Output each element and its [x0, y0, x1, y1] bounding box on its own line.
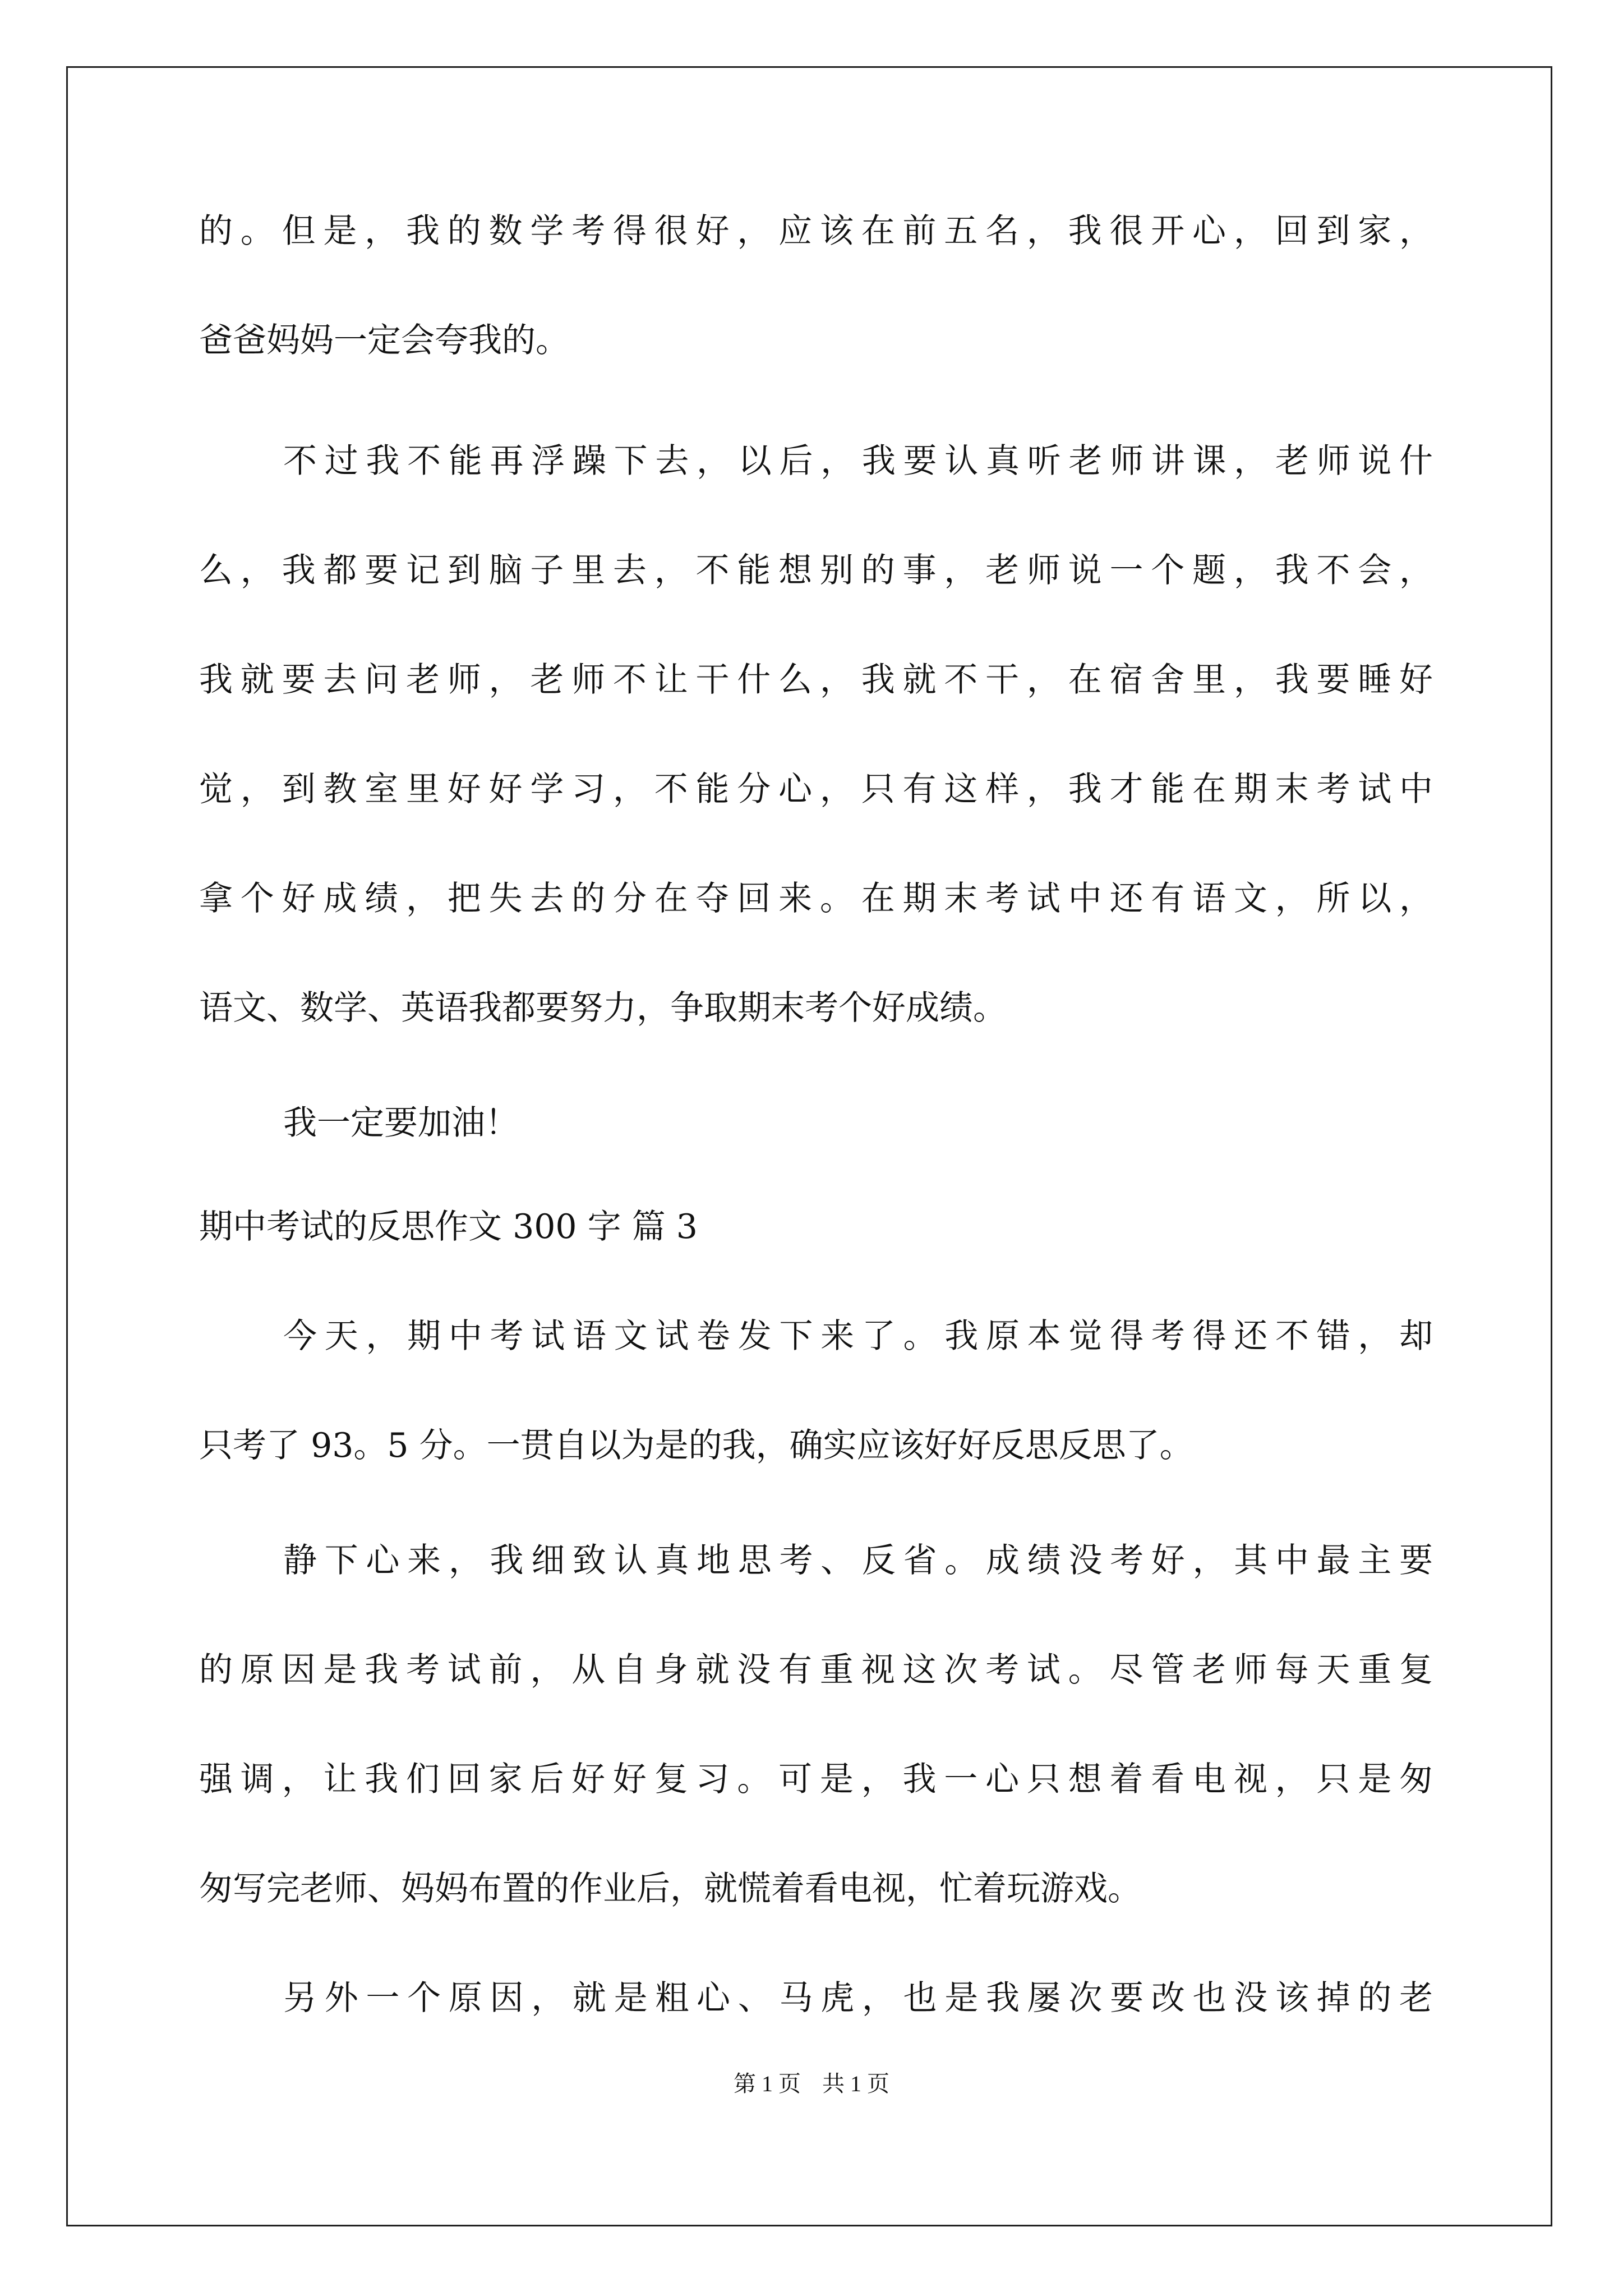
page-total: 共 1 页 [822, 2071, 889, 2096]
text-line: 只考了 93。5 分。一贯自以为是的我，确实应该好好反思反思了。 [199, 1426, 1193, 1465]
text-line: 拿个好成绩，把失去的分在夺回来。在期末考试中还有语文，所以， [199, 879, 1433, 918]
section-heading: 期中考试的反思作文 300 字 篇 3 [199, 1207, 698, 1246]
text-line: 今天，期中考试语文试卷发下来了。我原本觉得考得还不错，却 [283, 1317, 1433, 1356]
text-line: 的。但是，我的数学考得很好，应该在前五名，我很开心，回到家， [199, 211, 1433, 251]
page-footer [0, 2070, 1623, 2098]
text-line: 匆写完老师、妈妈布置的作业后，就慌着看电视，忙着玩游戏。 [199, 1869, 1141, 1908]
text-line: 我一定要加油！ [283, 1103, 519, 1143]
text-line: 觉，到教室里好好学习，不能分心，只有这样，我才能在期末考试中 [199, 770, 1433, 809]
text-line: 语文、数学、英语我都要努力，争取期末考个好成绩。 [199, 988, 1007, 1028]
text-line: 不过我不能再浮躁下去，以后，我要认真听老师讲课，老师说什 [283, 441, 1433, 481]
text-line: 静下心来，我细致认真地思考、反省。成绩没考好，其中最主要 [283, 1541, 1433, 1580]
text-line: 的原因是我考试前，从自身就没有重视这次考试。尽管老师每天重复 [199, 1650, 1433, 1690]
text-line: 么，我都要记到脑子里去，不能想别的事，老师说一个题，我不会， [199, 551, 1433, 590]
page-number: 第 1 页 [734, 2071, 801, 2096]
text-line: 另外一个原因，就是粗心、马虎，也是我屡次要改也没该掉的老 [283, 1978, 1433, 2018]
text-line: 我就要去问老师，老师不让干什么，我就不干，在宿舍里，我要睡好 [199, 660, 1433, 700]
text-line: 爸爸妈妈一定会夸我的。 [199, 321, 569, 360]
text-line: 强调，让我们回家后好好复习。可是，我一心只想着看电视，只是匆 [199, 1760, 1433, 1799]
